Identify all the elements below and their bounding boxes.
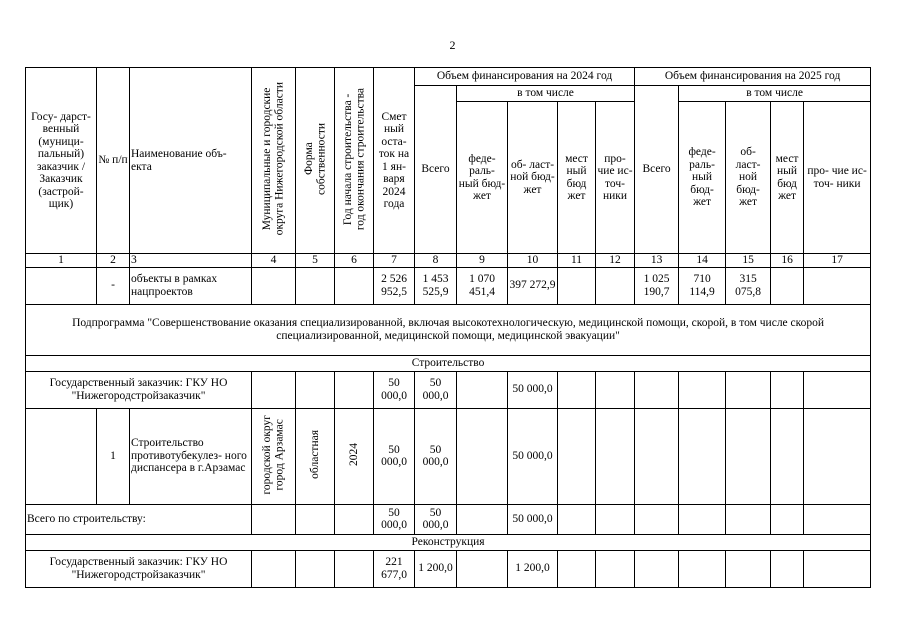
cell bbox=[771, 504, 804, 534]
header-local-2024: мест ный бюд жет bbox=[558, 102, 596, 254]
cell bbox=[558, 408, 596, 504]
cell-regional-2025: 315 075,8 bbox=[726, 267, 771, 304]
header-funding-2024: Объем финансирования на 2024 год bbox=[415, 68, 635, 86]
cell bbox=[804, 267, 871, 304]
cell bbox=[771, 550, 804, 587]
table-row bbox=[26, 408, 871, 504]
header-customer: Госу- дарст- венный (муници- пальный) заказчик / Заказчик (застрой- щик) bbox=[26, 68, 97, 254]
cell bbox=[726, 408, 771, 504]
cell bbox=[335, 371, 374, 408]
cell bbox=[335, 267, 374, 304]
municipality-text: городской округ город Арзамас bbox=[261, 414, 286, 494]
years-text: 2024 bbox=[347, 442, 360, 466]
cell bbox=[726, 504, 771, 534]
cell-regional-2024: 50 000,0 bbox=[508, 408, 558, 504]
column-number: 9 bbox=[457, 254, 508, 268]
customer-name: Государственный заказчик: ГКУ НО "Нижегородстройзаказчик" bbox=[26, 371, 252, 408]
section-reconstruction: Реконструкция bbox=[26, 534, 871, 550]
cell bbox=[457, 550, 508, 587]
cell-estimated-balance: 50 000,0 bbox=[374, 371, 415, 408]
section-row bbox=[26, 355, 871, 371]
section-construction: Строительство bbox=[26, 355, 871, 371]
cell bbox=[804, 371, 871, 408]
cell-total-2025: 1 025 190,7 bbox=[635, 267, 679, 304]
row-num: 1 bbox=[97, 408, 130, 504]
table-row bbox=[26, 550, 871, 587]
cell-total-2024: 50 000,0 bbox=[415, 371, 457, 408]
column-number: 8 bbox=[415, 254, 457, 268]
cell bbox=[296, 504, 335, 534]
header-years bbox=[335, 68, 374, 254]
cell bbox=[679, 408, 726, 504]
header-including-2024: в том числе bbox=[457, 86, 635, 102]
cell bbox=[596, 408, 635, 504]
cell bbox=[558, 371, 596, 408]
column-number: 1 bbox=[26, 254, 97, 268]
column-number: 17 bbox=[804, 254, 871, 268]
cell bbox=[771, 371, 804, 408]
cell bbox=[252, 504, 296, 534]
header-total-2024: Всего bbox=[415, 86, 457, 254]
column-number: 7 bbox=[374, 254, 415, 268]
subprogram-row bbox=[26, 304, 871, 355]
column-number: 5 bbox=[296, 254, 335, 268]
cell-regional-2024: 50 000,0 bbox=[508, 371, 558, 408]
cell bbox=[252, 550, 296, 587]
column-number: 6 bbox=[335, 254, 374, 268]
cell bbox=[252, 267, 296, 304]
cell-municipality bbox=[252, 408, 296, 504]
cell bbox=[635, 371, 679, 408]
column-number-row bbox=[26, 254, 871, 268]
cell bbox=[804, 550, 871, 587]
cell-federal-2025: 710 114,9 bbox=[679, 267, 726, 304]
header-funding-2025: Объем финансирования на 2025 год bbox=[635, 68, 871, 86]
cell bbox=[635, 408, 679, 504]
cell-estimated-balance: 50 000,0 bbox=[374, 504, 415, 534]
cell-estimated-balance: 221 677,0 bbox=[374, 550, 415, 587]
cell-regional-2024: 1 200,0 bbox=[508, 550, 558, 587]
cell bbox=[296, 371, 335, 408]
cell-total-2024: 50 000,0 bbox=[415, 408, 457, 504]
cell bbox=[804, 504, 871, 534]
header-including-2025: в том числе bbox=[679, 86, 871, 102]
cell bbox=[558, 267, 596, 304]
cell bbox=[679, 550, 726, 587]
column-number: 12 bbox=[596, 254, 635, 268]
table-row bbox=[26, 267, 871, 304]
table-row bbox=[26, 504, 871, 534]
cell-estimated-balance: 2 526 952,5 bbox=[374, 267, 415, 304]
cell bbox=[558, 550, 596, 587]
column-number: 2 bbox=[97, 254, 130, 268]
cell bbox=[726, 371, 771, 408]
cell bbox=[596, 267, 635, 304]
cell-regional-2024: 50 000,0 bbox=[508, 504, 558, 534]
table-row bbox=[26, 371, 871, 408]
cell bbox=[558, 504, 596, 534]
header-regional-2024: об- ласт- ной бюд- жет bbox=[508, 102, 558, 254]
cell bbox=[457, 408, 508, 504]
cell bbox=[679, 504, 726, 534]
header-total-2025: Всего bbox=[635, 86, 679, 254]
cell-total-2024: 1 453 525,9 bbox=[415, 267, 457, 304]
column-number: 14 bbox=[679, 254, 726, 268]
customer-name: Государственный заказчик: ГКУ НО "Нижегородстройзаказчик" bbox=[26, 550, 252, 587]
header-municipality bbox=[252, 68, 296, 254]
cell-ownership bbox=[296, 408, 335, 504]
header-local-2025: мест ный бюд жет bbox=[771, 102, 804, 254]
row-name: Строительство противотубекулез- ного диспансера в г.Арзамас bbox=[130, 408, 252, 504]
cell-regional-2024: 397 272,9 bbox=[508, 267, 558, 304]
header-ownership-text: Форма собственности bbox=[302, 122, 327, 195]
financing-table bbox=[25, 67, 871, 588]
cell bbox=[335, 504, 374, 534]
section-row bbox=[26, 534, 871, 550]
cell bbox=[26, 267, 97, 304]
header-estimated-balance: Смет ный оста- ток на 1 ян- варя 2024 года bbox=[374, 68, 415, 254]
header-federal-2025: феде- раль- ный бюд- жет bbox=[679, 102, 726, 254]
cell bbox=[252, 371, 296, 408]
header-other-2024: про- чие ис- точ- ники bbox=[596, 102, 635, 254]
subprogram-title: Подпрограмма "Совершенствование оказания специализированной, включая высокотехнологическую, медицинской помощи, скорой, в том числе скорой специализированной, медицинской помощи, медицинской эвакуации" bbox=[26, 304, 871, 355]
cell bbox=[679, 371, 726, 408]
column-number: 13 bbox=[635, 254, 679, 268]
cell-years bbox=[335, 408, 374, 504]
row-name: объекты в рамках нацпроектов bbox=[130, 267, 252, 304]
cell bbox=[771, 267, 804, 304]
cell bbox=[804, 408, 871, 504]
cell bbox=[457, 504, 508, 534]
cell bbox=[635, 550, 679, 587]
ownership-text: областная bbox=[308, 429, 321, 479]
row-num: - bbox=[97, 267, 130, 304]
cell-federal-2024: 1 070 451,4 bbox=[457, 267, 508, 304]
header-ownership bbox=[296, 68, 335, 254]
cell-total-2024: 50 000,0 bbox=[415, 504, 457, 534]
column-number: 10 bbox=[508, 254, 558, 268]
cell bbox=[596, 371, 635, 408]
header-municipality-text: Муниципальные и городские округа Нижегородской области bbox=[261, 82, 286, 236]
cell bbox=[457, 371, 508, 408]
column-number: 16 bbox=[771, 254, 804, 268]
header-other-2025: про- чие ис- точ- ники bbox=[804, 102, 871, 254]
column-number: 11 bbox=[558, 254, 596, 268]
cell bbox=[26, 408, 97, 504]
cell bbox=[335, 550, 374, 587]
cell-estimated-balance: 50 000,0 bbox=[374, 408, 415, 504]
header-years-text: Год начала строительства - год окончания строительства bbox=[341, 87, 366, 230]
total-construction-label: Всего по строительству: bbox=[26, 504, 252, 534]
header-num: № п/п bbox=[97, 68, 130, 254]
page-number: 2 bbox=[449, 38, 456, 52]
cell-total-2024: 1 200,0 bbox=[415, 550, 457, 587]
cell bbox=[771, 408, 804, 504]
cell bbox=[296, 267, 335, 304]
cell bbox=[596, 550, 635, 587]
header-federal-2024: феде- раль- ный бюд- жет bbox=[457, 102, 508, 254]
column-number: 15 bbox=[726, 254, 771, 268]
cell bbox=[296, 550, 335, 587]
header-object-name: Наименование объ- екта bbox=[130, 68, 252, 254]
header-regional-2025: об- ласт- ной бюд- жет bbox=[726, 102, 771, 254]
cell bbox=[635, 504, 679, 534]
column-number: 3 bbox=[130, 254, 252, 268]
column-number: 4 bbox=[252, 254, 296, 268]
cell bbox=[726, 550, 771, 587]
cell bbox=[596, 504, 635, 534]
